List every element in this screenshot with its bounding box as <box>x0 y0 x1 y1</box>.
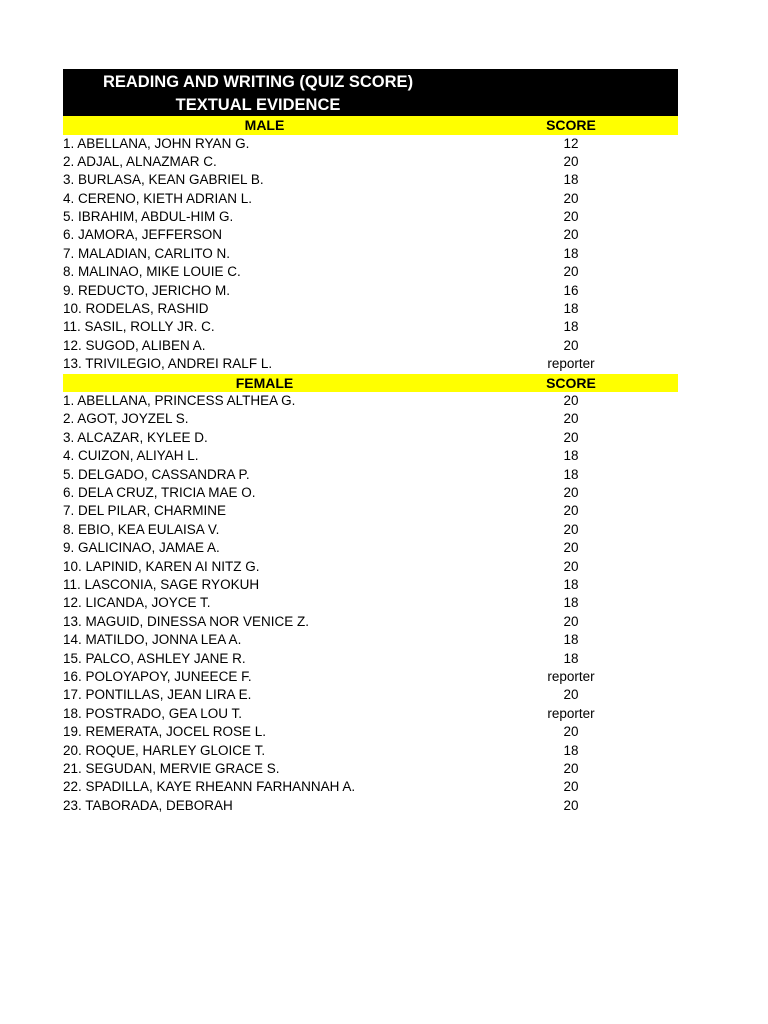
student-score: 20 <box>563 558 579 574</box>
table-row <box>63 263 678 281</box>
table-row <box>63 668 678 686</box>
student-name: 22. SPADILLA, KAYE RHEANN FARHANNAH A. <box>63 779 356 795</box>
student-name: 5. DELGADO, CASSANDRA P. <box>63 466 250 482</box>
student-score: 20 <box>563 779 579 795</box>
student-name: 10. LAPINID, KAREN AI NITZ G. <box>63 558 260 574</box>
student-name: 13. TRIVILEGIO, ANDREI RALF L. <box>63 356 273 372</box>
student-score: reporter <box>547 356 595 372</box>
student-name: 17. PONTILLAS, JEAN LIRA E. <box>63 687 252 703</box>
student-name: 3. ALCAZAR, KYLEE D. <box>63 429 208 445</box>
student-name: 9. REDUCTO, JERICHO M. <box>63 282 231 298</box>
table-row <box>63 282 678 300</box>
student-score: 20 <box>563 540 579 556</box>
student-name: 9. GALICINAO, JAMAE A. <box>63 540 220 556</box>
table-row <box>63 190 678 208</box>
table-row <box>63 429 678 447</box>
male-list <box>63 135 678 374</box>
student-score: 20 <box>563 153 579 169</box>
student-score: 20 <box>563 503 579 519</box>
student-score: 20 <box>563 485 579 501</box>
student-name: 14. MATILDO, JONNA LEA A. <box>63 632 242 648</box>
table-row <box>63 760 678 778</box>
table-row <box>63 337 678 355</box>
student-score: 20 <box>563 760 579 776</box>
table-row <box>63 558 678 576</box>
student-name: 12. LICANDA, JOYCE T. <box>63 595 211 611</box>
student-name: 4. CERENO, KIETH ADRIAN L. <box>63 190 253 206</box>
student-score: 20 <box>563 687 579 703</box>
sheet-title: READING AND WRITING (QUIZ SCORE) <box>102 73 414 91</box>
student-score: 18 <box>563 172 579 188</box>
student-name: 23. TABORADA, DEBORAH <box>63 797 233 813</box>
student-name: 21. SEGUDAN, MERVIE GRACE S. <box>63 760 280 776</box>
student-score: 20 <box>563 797 579 813</box>
student-name: 1. ABELLANA, JOHN RYAN G. <box>63 135 250 151</box>
table-row <box>63 226 678 244</box>
student-score: reporter <box>547 668 595 684</box>
student-score: 20 <box>563 337 579 353</box>
table-row <box>63 466 678 484</box>
table-row <box>63 153 678 171</box>
table-row <box>63 742 678 760</box>
student-name: 3. BURLASA, KEAN GABRIEL B. <box>63 172 264 188</box>
student-score: 18 <box>563 742 579 758</box>
student-name: 5. IBRAHIM, ABDUL-HIM G. <box>63 209 234 225</box>
score-sheet <box>63 69 678 815</box>
male-header-label: MALE <box>244 117 285 133</box>
table-row <box>63 594 678 612</box>
student-score: 18 <box>563 301 579 317</box>
table-row <box>63 778 678 796</box>
student-name: 8. MALINAO, MIKE LOUIE C. <box>63 264 241 280</box>
student-score: 18 <box>563 650 579 666</box>
table-row <box>63 410 678 428</box>
table-row <box>63 631 678 649</box>
student-name: 7. MALADIAN, CARLITO N. <box>63 245 231 261</box>
student-score: 18 <box>563 245 579 261</box>
table-row <box>63 355 678 373</box>
student-name: 11. SASIL, ROLLY JR. C. <box>63 319 215 335</box>
male-header-row <box>63 116 678 135</box>
student-name: 13. MAGUID, DINESSA NOR VENICE Z. <box>63 613 310 629</box>
female-header-label: FEMALE <box>235 374 294 391</box>
table-row <box>63 484 678 502</box>
student-score: 20 <box>563 411 579 427</box>
table-row <box>63 135 678 153</box>
student-score: 20 <box>563 429 579 445</box>
student-name: 12. SUGOD, ALIBEN A. <box>63 337 206 353</box>
student-name: 8. EBIO, KEA EULAISA V. <box>63 521 220 537</box>
student-score: 20 <box>563 209 579 225</box>
student-name: 15. PALCO, ASHLEY JANE R. <box>63 650 246 666</box>
student-name: 2. ADJAL, ALNAZMAR C. <box>63 153 217 169</box>
student-score: 18 <box>563 448 579 464</box>
table-row <box>63 539 678 557</box>
table-row <box>63 300 678 318</box>
sheet-subtitle: TEXTUAL EVIDENCE <box>175 96 341 114</box>
student-score: 20 <box>563 264 579 280</box>
title-banner <box>63 69 678 116</box>
table-row <box>63 447 678 465</box>
student-score: 16 <box>563 282 579 298</box>
table-row <box>63 208 678 226</box>
table-row <box>63 797 678 815</box>
student-name: 10. RODELAS, RASHID <box>63 301 209 317</box>
student-score: 20 <box>563 227 579 243</box>
female-header-row <box>63 374 678 393</box>
student-score: 20 <box>563 393 579 409</box>
table-row <box>63 650 678 668</box>
student-score: 18 <box>563 632 579 648</box>
student-score: 20 <box>563 613 579 629</box>
student-name: 11. LASCONIA, SAGE RYOKUH <box>63 576 260 592</box>
table-row <box>63 171 678 189</box>
student-score: 12 <box>563 135 579 151</box>
table-row <box>63 576 678 594</box>
student-score: 18 <box>563 466 579 482</box>
student-name: 4. CUIZON, ALIYAH L. <box>63 448 199 464</box>
table-row <box>63 521 678 539</box>
student-name: 1. ABELLANA, PRINCESS ALTHEA G. <box>63 393 296 409</box>
student-name: 6. DELA CRUZ, TRICIA MAE O. <box>63 485 256 501</box>
student-score: reporter <box>547 705 595 721</box>
student-name: 2. AGOT, JOYZEL S. <box>63 411 189 427</box>
table-row <box>63 502 678 520</box>
student-score: 18 <box>563 595 579 611</box>
student-name: 6. JAMORA, JEFFERSON <box>63 227 223 243</box>
student-score: 20 <box>563 521 579 537</box>
student-score: 18 <box>563 319 579 335</box>
female-score-header: SCORE <box>546 374 596 391</box>
student-name: 18. POSTRADO, GEA LOU T. <box>63 705 243 721</box>
table-row <box>63 686 678 704</box>
student-score: 18 <box>563 576 579 592</box>
student-name: 19. REMERATA, JOCEL ROSE L. <box>63 724 267 740</box>
table-row <box>63 723 678 741</box>
student-name: 20. ROQUE, HARLEY GLOICE T. <box>63 742 266 758</box>
table-row <box>63 705 678 723</box>
male-score-header: SCORE <box>546 117 596 133</box>
table-row <box>63 613 678 631</box>
student-score: 20 <box>563 724 579 740</box>
student-name: 7. DEL PILAR, CHARMINE <box>63 503 227 519</box>
table-row <box>63 245 678 263</box>
table-row <box>63 392 678 410</box>
student-name: 16. POLOYAPOY, JUNEECE F. <box>63 668 252 684</box>
student-score: 20 <box>563 190 579 206</box>
female-list <box>63 392 678 815</box>
table-row <box>63 318 678 336</box>
